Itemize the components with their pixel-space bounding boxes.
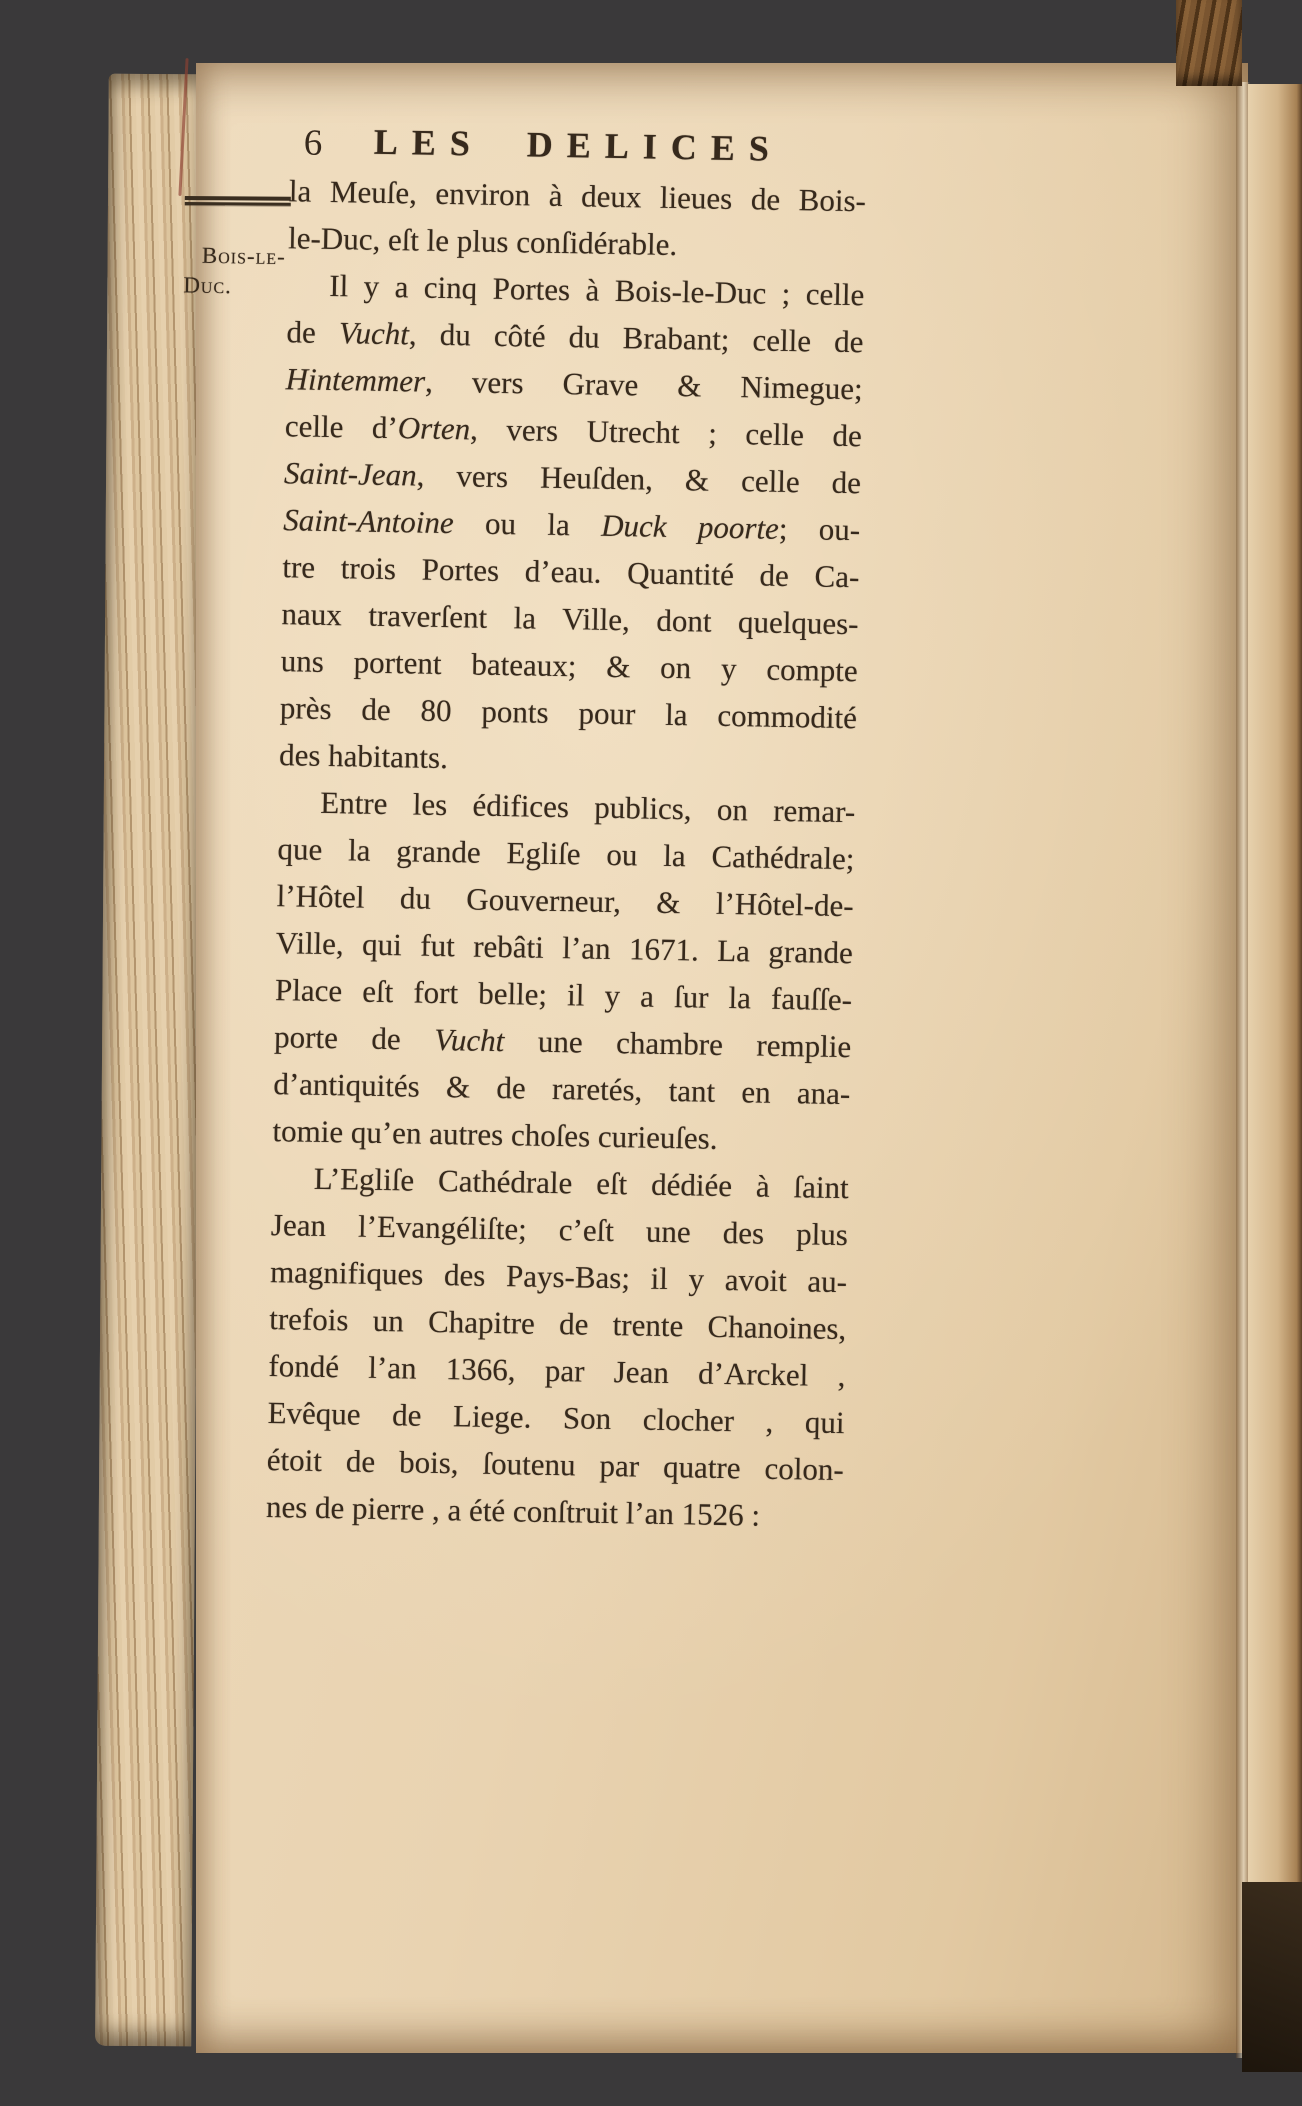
italic-segment: Vucht bbox=[338, 315, 410, 352]
margin-note bbox=[183, 195, 289, 302]
printed-area bbox=[163, 62, 1250, 2070]
text-segment: magnifiques des Pays-Bas; il y avoit au- bbox=[269, 1254, 848, 1300]
text-segment: porte de bbox=[273, 1019, 435, 1057]
text-segment: fondé l’an 1366, par Jean d’Arckel , bbox=[268, 1348, 846, 1394]
text-segment: tomie qu’en autres choſes curieuſes. bbox=[272, 1113, 718, 1156]
italic-segment: Orten bbox=[397, 410, 471, 447]
text-segment: une chambre remplie bbox=[504, 1023, 852, 1065]
text-segment: naux traverſent la Ville, dont quelques- bbox=[281, 596, 859, 642]
text-line bbox=[266, 1483, 844, 1540]
paragraph bbox=[279, 261, 865, 788]
text-segment: étoit de bois, ſoutenu par quatre colon- bbox=[266, 1442, 845, 1488]
text-segment: , vers Heuſden, & celle de bbox=[416, 457, 862, 501]
text-segment: Ville, qui fut rebâti l’an 1671. La grande bbox=[275, 925, 854, 971]
italic-segment: Saint-Jean bbox=[283, 455, 417, 493]
text-segment: ; ou- bbox=[778, 510, 861, 548]
margin-note-line-1: Bois-le- bbox=[201, 242, 287, 270]
binding-corner-shadow bbox=[1242, 1882, 1302, 2072]
text-segment: trefois un Chapitre de trente Chanoines, bbox=[269, 1301, 847, 1347]
text-segment: Jean l’Evangéliſte; c’eſt une des plus bbox=[270, 1207, 849, 1253]
italic-segment: Hintemmer bbox=[285, 361, 426, 399]
italic-segment: Duck poorte bbox=[600, 507, 780, 546]
paragraph bbox=[288, 167, 867, 271]
text-segment: , vers Utrecht ; celle de bbox=[469, 411, 863, 454]
text-segment: celle d’ bbox=[284, 408, 399, 446]
text-segment: Evêque de Liege. Son clocher , qui bbox=[267, 1395, 845, 1441]
text-segment: tre trois Portes d’eau. Quantité de Ca- bbox=[282, 549, 860, 595]
text-segment: la Meuſe, environ à deux lieues de Bois- bbox=[288, 173, 867, 219]
text-segment: Il y a cinq Portes à Bois-le-Duc ; celle bbox=[329, 267, 865, 313]
margin-note-line-2: Duc. bbox=[183, 272, 233, 299]
book-page bbox=[183, 63, 1248, 2053]
text-segment: , du côté du Brabant; celle de bbox=[408, 316, 864, 360]
text-segment: nes de pierre , a été conſtruit l’an 1526 : bbox=[265, 1489, 761, 1533]
text-segment: Entre les édifices publics, on remar- bbox=[320, 784, 856, 830]
running-title: LES DELICES bbox=[373, 121, 784, 169]
paragraph bbox=[266, 1154, 849, 1540]
page-number: 6 bbox=[303, 122, 325, 164]
text-segment: le-Duc, eſt le plus conſidérable. bbox=[287, 220, 678, 263]
italic-segment: Vucht bbox=[434, 1021, 505, 1059]
text-segment: uns portent bateaux; & on y compte bbox=[280, 643, 859, 689]
text-segment: L’Egliſe Cathédrale eſt dédiée à ſaint bbox=[313, 1160, 849, 1206]
text-segment: ou la bbox=[453, 505, 602, 543]
body-text bbox=[266, 167, 867, 1540]
text-segment: que la grande Egliſe ou la Cathédrale; bbox=[277, 831, 855, 877]
italic-segment: Saint-Antoine bbox=[282, 502, 455, 541]
text-segment: , vers Grave & Nimegue; bbox=[424, 363, 863, 407]
text-segment: Place eſt fort belle; il y a ſur la fauſſe- bbox=[274, 972, 853, 1018]
margin-rule bbox=[185, 196, 291, 206]
headband-notch bbox=[1176, 0, 1242, 86]
text-segment: près de 80 ponts pour la commodité bbox=[279, 690, 858, 736]
text-segment: l’Hôtel du Gouverneur, & l’Hôtel-de- bbox=[276, 878, 854, 924]
page-gutter bbox=[1248, 84, 1302, 2058]
paragraph bbox=[272, 778, 855, 1164]
text-segment: d’antiquités & de raretés, tant en ana- bbox=[273, 1066, 851, 1112]
text-segment: de bbox=[286, 314, 340, 351]
text-segment: des habitants. bbox=[278, 737, 449, 776]
